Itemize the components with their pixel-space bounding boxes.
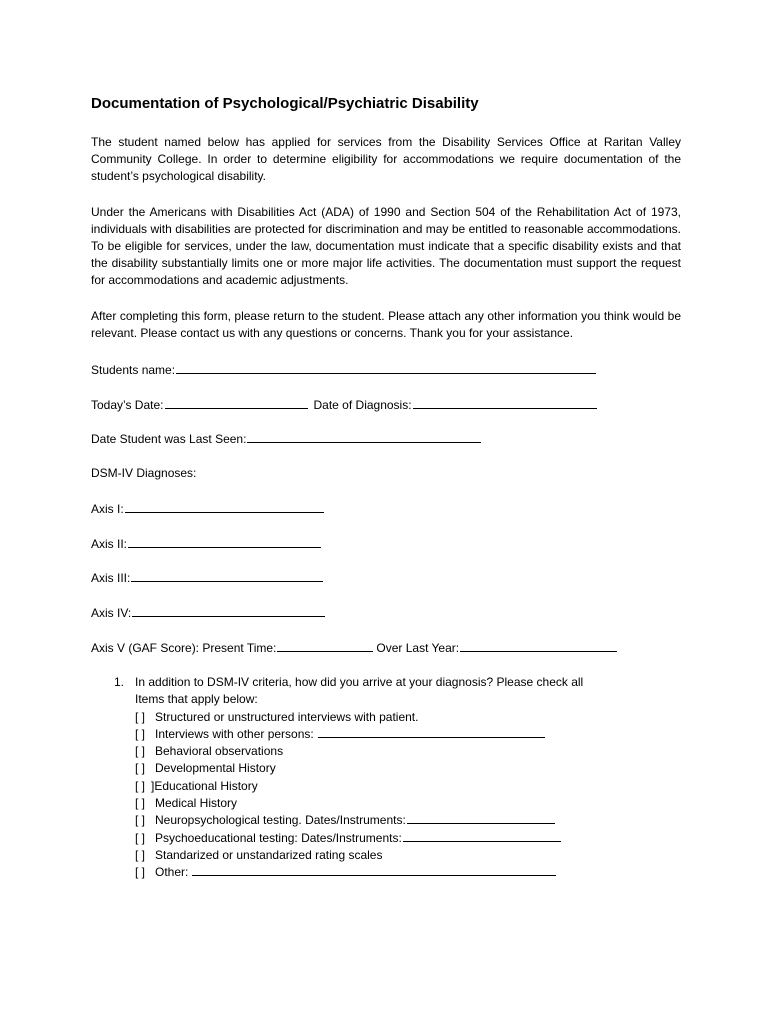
checklist-item (135, 760, 583, 777)
interviews-other-input[interactable] (318, 726, 545, 738)
checklist-item (135, 812, 583, 829)
axis-1-label: Axis I: (91, 502, 124, 516)
axis-2-label: Axis II: (91, 537, 128, 551)
axis-5-last-year-input[interactable] (460, 640, 617, 652)
checklist-item (135, 795, 583, 812)
axis-5-present-label: Axis V (GAF Score): Present Time: (91, 641, 277, 655)
dates-row (91, 397, 597, 412)
paragraph-text: Under the Americans with Disabilities Act (ADA) of 1990 and Section 504 of the Rehabilitation Act of 1973, individuals with disabilities are protected for discrimination and may be entitled to reasonable accommodations. To be eligible for services, under the law, documentation must indicate that a specific disability exists and that the disability substantially limits one or more major life activities. The documentation must support the request for accommodations and academic adjustments. (91, 205, 681, 287)
question-body (135, 674, 583, 882)
axis-1-field (91, 501, 324, 516)
instructions-paragraph (91, 308, 681, 342)
axis-3-label: Axis III: (91, 571, 131, 585)
dsm-diagnoses-header: DSM-IV Diagnoses: (91, 466, 197, 480)
checklist-item-label: Standarized or unstandarized rating scales (155, 847, 383, 862)
ada-paragraph (91, 204, 681, 289)
checklist-item-label: Other: (155, 865, 189, 880)
checkbox[interactable]: [ ] (135, 813, 146, 828)
paragraph-text: After completing this form, please return to the student. Please attach any other information you think would be relevant. Please contact us with any questions or concerns. Thank you for your assistance. (91, 309, 681, 340)
intro-paragraph (91, 134, 681, 185)
date-of-diagnosis-input[interactable] (413, 397, 597, 409)
axis-2-field (91, 536, 321, 551)
question-text: Items that apply below: (135, 692, 258, 707)
checklist-item (135, 726, 583, 743)
checkbox[interactable]: [ ] (135, 744, 146, 759)
checklist-item-label: ]Educational History (151, 778, 258, 793)
checkbox[interactable]: [ ] (135, 796, 146, 811)
paragraph-text: The student named below has applied for services from the Disability Services Office at Raritan Valley Community College. In order to determine eligibility for accommodations we require documentation of the student’s psychological disability. (91, 135, 681, 183)
checklist-item-label: Neuropsychological testing. Dates/Instruments: (155, 813, 406, 828)
question-number: 1. (114, 675, 125, 689)
form-title: Documentation of Psychological/Psychiatric Disability (91, 95, 479, 112)
checklist-item-label: Medical History (155, 796, 238, 811)
axis-3-input[interactable] (131, 570, 323, 582)
question-text: In addition to DSM-IV criteria, how did you arrive at your diagnosis? Please check all (135, 675, 584, 689)
axis-4-label: Axis IV: (91, 606, 132, 620)
checklist-item-label: Interviews with other persons: (155, 726, 314, 741)
checklist-item-label: Behavioral observations (155, 744, 284, 759)
students-name-field (91, 362, 596, 377)
todays-date-label: Today’s Date: (91, 398, 164, 412)
checkbox[interactable]: [ ] (135, 865, 146, 880)
todays-date-input[interactable] (165, 397, 308, 409)
date-last-seen-label: Date Student was Last Seen: (91, 432, 247, 446)
checklist-item (135, 743, 583, 760)
checkbox[interactable]: [ ] (135, 761, 146, 776)
axis-4-input[interactable] (132, 605, 325, 617)
checklist-item (135, 847, 583, 864)
axis-1-input[interactable] (125, 501, 324, 513)
axis-4-field (91, 605, 325, 620)
axis-5-present-input[interactable] (277, 640, 373, 652)
checklist-item-label: Developmental History (155, 761, 276, 776)
checklist-item-label: Structured or unstructured interviews with patient. (155, 709, 419, 724)
checklist-item-label: Psychoeducational testing: Dates/Instruments: (155, 830, 402, 845)
students-name-input[interactable] (176, 362, 596, 374)
checklist-item (135, 709, 583, 726)
checkbox[interactable]: [ ] (135, 778, 146, 793)
checkbox[interactable]: [ ] (135, 709, 146, 724)
date-last-seen-field (91, 431, 481, 446)
checkbox[interactable]: [ ] (135, 726, 146, 741)
checkbox[interactable]: [ ] (135, 847, 146, 862)
psychoed-dates-input[interactable] (403, 830, 561, 842)
checkbox[interactable]: [ ] (135, 830, 146, 845)
date-of-diagnosis-label: Date of Diagnosis: (313, 398, 412, 412)
checklist-item (135, 778, 583, 795)
neuropsych-dates-input[interactable] (407, 812, 555, 824)
other-input[interactable] (192, 864, 556, 876)
axis-3-field (91, 570, 323, 585)
date-last-seen-input[interactable] (247, 431, 481, 443)
students-name-label: Students name: (91, 363, 176, 377)
checklist-item (135, 830, 583, 847)
axis-5-last-year-label: Over Last Year: (376, 641, 460, 655)
axis-2-input[interactable] (128, 536, 321, 548)
checklist-item (135, 864, 583, 881)
axis-5-field (91, 640, 617, 655)
